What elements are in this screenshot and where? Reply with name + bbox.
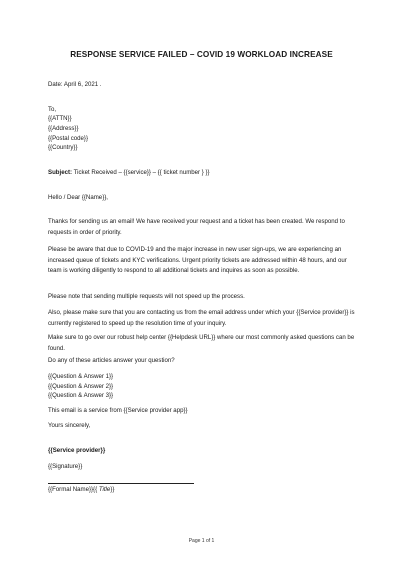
qa-item-2: {{Question & Answer 2}} bbox=[48, 383, 114, 390]
closing: Yours sincerely, bbox=[48, 422, 91, 429]
paragraph-help-center: Make sure to go over our robust help center {{Helpdesk URL}} where our most commonly asked questions can be found. bbox=[48, 334, 355, 352]
greeting: Hello / Dear {{Name}}, bbox=[48, 194, 108, 201]
formal-name: {{Formal Name}}{{ bbox=[48, 486, 98, 493]
qa-item-3: {{Question & Answer 3}} bbox=[48, 392, 114, 399]
paragraph-thanks: Thanks for sending us an email! We have received your request and a ticket has been created. We respond to requests in order of priority. bbox=[48, 218, 345, 236]
qa-item-1: {{Question & Answer 1}} bbox=[48, 373, 114, 380]
service-line: This email is a service from {{Service provider app}} bbox=[48, 407, 188, 414]
formal-name-line bbox=[48, 485, 114, 495]
to-label: To, bbox=[48, 106, 57, 113]
recipient-attn: {{ATTN}} bbox=[48, 115, 72, 122]
document-title: RESPONSE SERVICE FAILED – COVID 19 WORKLOAD INCREASE bbox=[70, 50, 333, 59]
subject-line bbox=[48, 168, 210, 178]
signature: {{Signature}} bbox=[48, 463, 83, 470]
recipient-country: {{Country}} bbox=[48, 144, 78, 151]
sender-name: {{Service provider}} bbox=[48, 447, 106, 454]
signature-divider bbox=[48, 483, 194, 484]
date-line: Date: April 6, 2021 . bbox=[48, 81, 102, 88]
recipient-postal-code: {{Postal code}} bbox=[48, 135, 88, 142]
paragraph-covid-notice: Please be aware that due to COVID-19 and the major increase in new user sign-ups, we are experiencing an increased queue of tickets and KYC verifications. Urgent priority tickets are addressed within 48 hours, and our team is working diligently to respond to all additional tickets and inquires as soon as possible. bbox=[48, 246, 347, 274]
formal-end: }} bbox=[110, 486, 115, 493]
formal-title: Title bbox=[97, 486, 111, 493]
paragraph-multiple-requests: Please note that sending multiple requests will not speed up the process. bbox=[48, 293, 245, 300]
subject-text: Ticket Received – {{service}} – {{ ticket number } }} bbox=[72, 169, 210, 176]
subject-label: Subject: bbox=[48, 169, 73, 176]
paragraph-email-address: Also, please make sure that you are contacting us from the email address under which your {{Service provider}} is currently registered to speed up the resolution time of your inquiry. bbox=[48, 309, 355, 327]
recipient-address: {{Address}} bbox=[48, 125, 79, 132]
paragraph-articles-question: Do any of these articles answer your question? bbox=[48, 357, 175, 364]
page-footer: Page 1 of 1 bbox=[188, 538, 215, 544]
